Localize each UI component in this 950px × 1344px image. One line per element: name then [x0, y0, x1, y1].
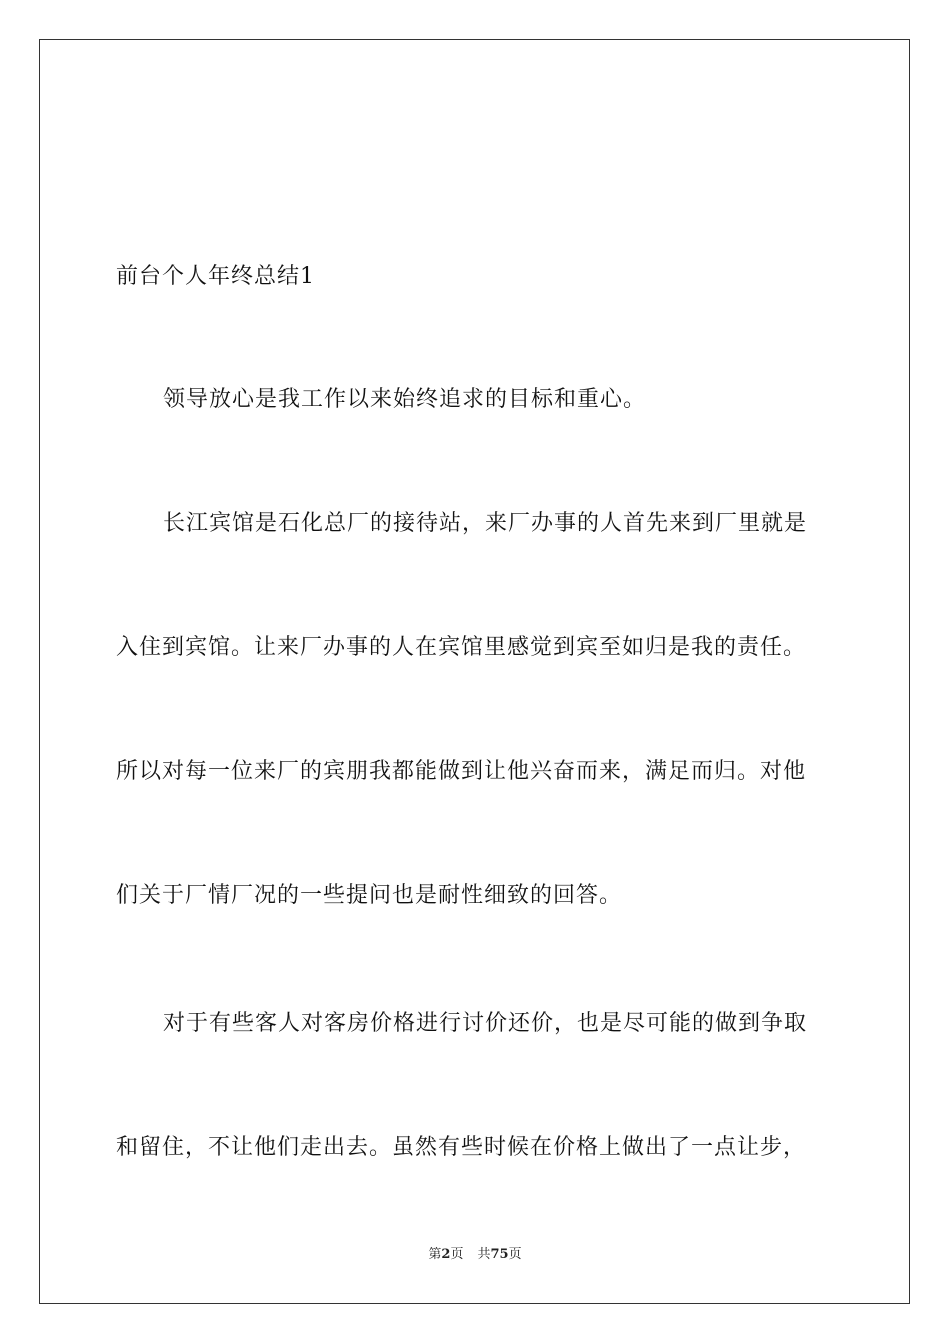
page-footer	[0, 1246, 950, 1264]
paragraph-line-3: 入住到宾馆。让来厂办事的人在宾馆里感觉到宾至如归是我的责任。	[116, 635, 807, 660]
paragraph-line-6: 对于有些客人对客房价格进行讨价还价，也是尽可能的做到争取	[163, 1011, 808, 1036]
total-pages: 75	[490, 1247, 509, 1262]
paragraph-line-1: 领导放心是我工作以来始终追求的目标和重心。	[163, 387, 647, 412]
paragraph-line-2: 长江宾馆是石化总厂的接待站，来厂办事的人首先来到厂里就是	[163, 511, 808, 536]
page-suffix: 页	[450, 1247, 464, 1262]
page-number: 2	[441, 1247, 451, 1262]
page-border	[39, 39, 910, 1304]
total-prefix: 共	[477, 1247, 491, 1262]
paragraph-line-7: 和留住，不让他们走出去。虽然有些时候在价格上做出了一点让步，	[116, 1135, 807, 1160]
page-prefix: 第	[428, 1247, 442, 1262]
document-title: 前台个人年终总结1	[116, 264, 315, 289]
paragraph-line-4: 所以对每一位来厂的宾朋我都能做到让他兴奋而来，满足而归。对他	[116, 759, 807, 784]
paragraph-line-5: 们关于厂情厂况的一些提问也是耐性细致的回答。	[116, 883, 623, 908]
total-suffix: 页	[508, 1247, 522, 1262]
